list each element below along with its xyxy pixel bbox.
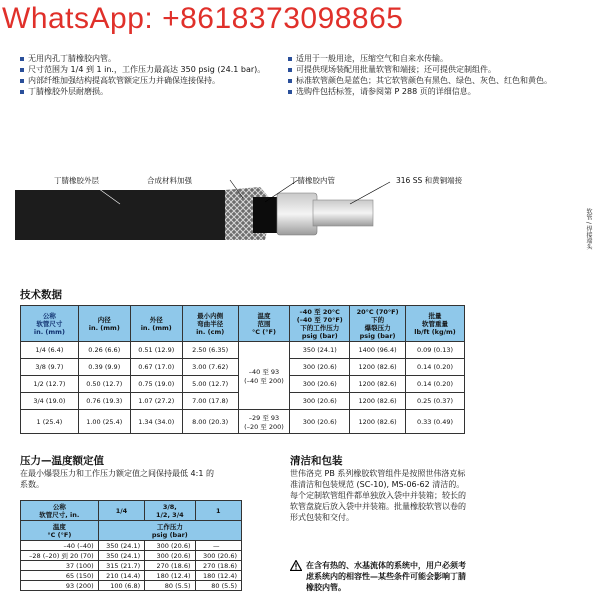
list-item: 标准软管颜色是蓝色；其它软管颜色有黑色、绿色、灰色、红色和黄色。 — [288, 75, 578, 86]
bullet-square-icon — [288, 57, 292, 61]
table-row: 1/4 (6.4) 0.26 (6.6) 0.51 (12.9) 2.50 (6.35) –40 至 93 (–40 至 200) 350 (24.1) 1400 (96.4) 0.09 (0.13) — [21, 342, 465, 359]
feature-list-left — [20, 53, 270, 97]
col-header: 内径 in. (mm) — [78, 306, 130, 342]
col-header: 最小内侧 弯曲半径 in. (cm) — [182, 306, 238, 342]
col-header: 公称 软管尺寸 in. (mm) — [21, 306, 79, 342]
label-outer-cover: 丁腈橡胶外层 — [54, 176, 99, 185]
tech-data-title: 技术数据 — [20, 289, 62, 301]
ferrule — [277, 193, 317, 235]
table-row: 3/4 (19.0) 0.76 (19.3) 1.07 (27.2) 7.00 (17.8) 300 (20.6) 1200 (82.6) 0.25 (0.37) — [21, 393, 465, 410]
whatsapp-watermark: WhatsApp: +8618373098865 — [2, 2, 404, 35]
table-row: 93 (200) 100 (6.8) 80 (5.5) 80 (5.5) — [21, 581, 242, 591]
bullet-square-icon — [20, 57, 24, 61]
pressure-temp-title: 压力—温度额定值 — [20, 455, 104, 467]
cleaning-text: 世伟洛克 PB 系列橡胶软管组件是按照世伟洛克标准清洁和包装规范 (SC-10), MS-06-62 清洁的。每个定制软管组件都单独放入袋中并装箱；较长的软管盘旋后放入袋中并装箱。批量橡胶软管以卷的形式包装和交付。 — [290, 469, 466, 522]
table-row: 65 (150) 210 (14.4) 180 (12.4) 180 (12.4) — [21, 571, 242, 581]
list-item: 选购件包括标签，请参阅第 P 288 页的详细信息。 — [288, 86, 578, 97]
table-row: 1/2 (12.7) 0.50 (12.7) 0.75 (19.0) 5.00 (12.7) 300 (20.6) 1200 (82.6) 0.14 (0.20) — [21, 376, 465, 393]
list-item: 无用内孔丁腈橡胶内管。 — [20, 53, 270, 64]
col-header: 20°C (70°F) 下的 爆裂压力 psig (bar) — [350, 306, 406, 342]
label-inner-tube: 丁腈橡胶内管 — [290, 176, 335, 185]
pressure-temp-table: 公称 软管尺寸, in. 1/4 3/8, 1/2, 3/4 1 温度 °C (°F) 工作压力 psig (bar) –40 (–40) 350 (24.1) 300 (20.6) — –28 (–20) 到 20 (70) 350 (24.1) 300 (20.6) 300 (20.6) 37 (100) 315 (21.7) 270 (18.6) 270 (18.6) 65 (150) 210 (14.4) 180 (12.4) 180 (12.4) 93 (200) 100 (6.8) 80 (5.5) 80 (5.5) — [20, 500, 242, 591]
table-row: –40 (–40) 350 (24.1) 300 (20.6) — — [21, 541, 242, 551]
col-header: 温度 范围 °C (°F) — [238, 306, 290, 342]
warning-text: 在含有热的、水基流体的系统中，用户必须考虑系统内的相容性—某些条件可能会影响丁腈橡胶内管。 — [306, 561, 466, 592]
table-row: 3/8 (9.7) 0.39 (9.9) 0.67 (17.0) 3.00 (7.62) 300 (20.6) 1200 (82.6) 0.14 (0.20) — [21, 359, 465, 376]
bullet-square-icon — [20, 68, 24, 72]
bullet-square-icon — [288, 90, 292, 94]
table-row: 37 (100) 315 (21.7) 270 (18.6) 270 (18.6) — [21, 561, 242, 571]
col-header: 外径 in. (mm) — [130, 306, 182, 342]
side-tab-text: 软管 / 焊接端头 — [585, 208, 592, 250]
bullet-square-icon — [288, 68, 292, 72]
list-item: 适用于一般用途，压缩空气和自来水传输。 — [288, 53, 578, 64]
warning-icon — [290, 560, 302, 571]
list-item: 可提供现场装配用批量软管和端接；还可提供定制组件。 — [288, 64, 578, 75]
table-row: –28 (–20) 到 20 (70) 350 (24.1) 300 (20.6) 300 (20.6) — [21, 551, 242, 561]
feature-list-right — [288, 53, 578, 97]
bullet-square-icon — [288, 79, 292, 83]
list-item: 尺寸范围为 1/4 到 1 in.，工作压力最高达 350 psig (24.1 bar)。 — [20, 64, 270, 75]
label-reinforcement: 合成材料加强 — [147, 176, 192, 185]
label-end-connections: 316 SS 和黄铜端接 — [396, 176, 463, 185]
col-header: –40 至 20°C (–40 至 70°F) 下的工作压力 psig (bar) — [290, 306, 350, 342]
end-connection — [313, 200, 373, 226]
bullet-square-icon — [20, 90, 24, 94]
list-item: 内部纤维加强结构提高软管额定压力并确保连接保持。 — [20, 75, 270, 86]
bullet-square-icon — [20, 79, 24, 83]
col-header: 批量 软管重量 lb/ft (kg/m) — [406, 306, 465, 342]
pressure-temp-description: 在最小爆裂压力和工作压力额定值之间保持最低 4:1 的系数。 — [20, 469, 214, 489]
table-row: 1 (25.4) 1.00 (25.4) 1.34 (34.0) 8.00 (20.3) –29 至 93 (–20 至 200) 300 (20.6) 1200 (82.6) 0.33 (0.49) — [21, 410, 465, 434]
hose-outer-cover — [15, 190, 225, 240]
cleaning-title: 清洁和包装 — [290, 455, 343, 467]
list-item: 丁腈橡胶外层耐磨损。 — [20, 86, 270, 97]
tech-data-table — [20, 305, 465, 434]
